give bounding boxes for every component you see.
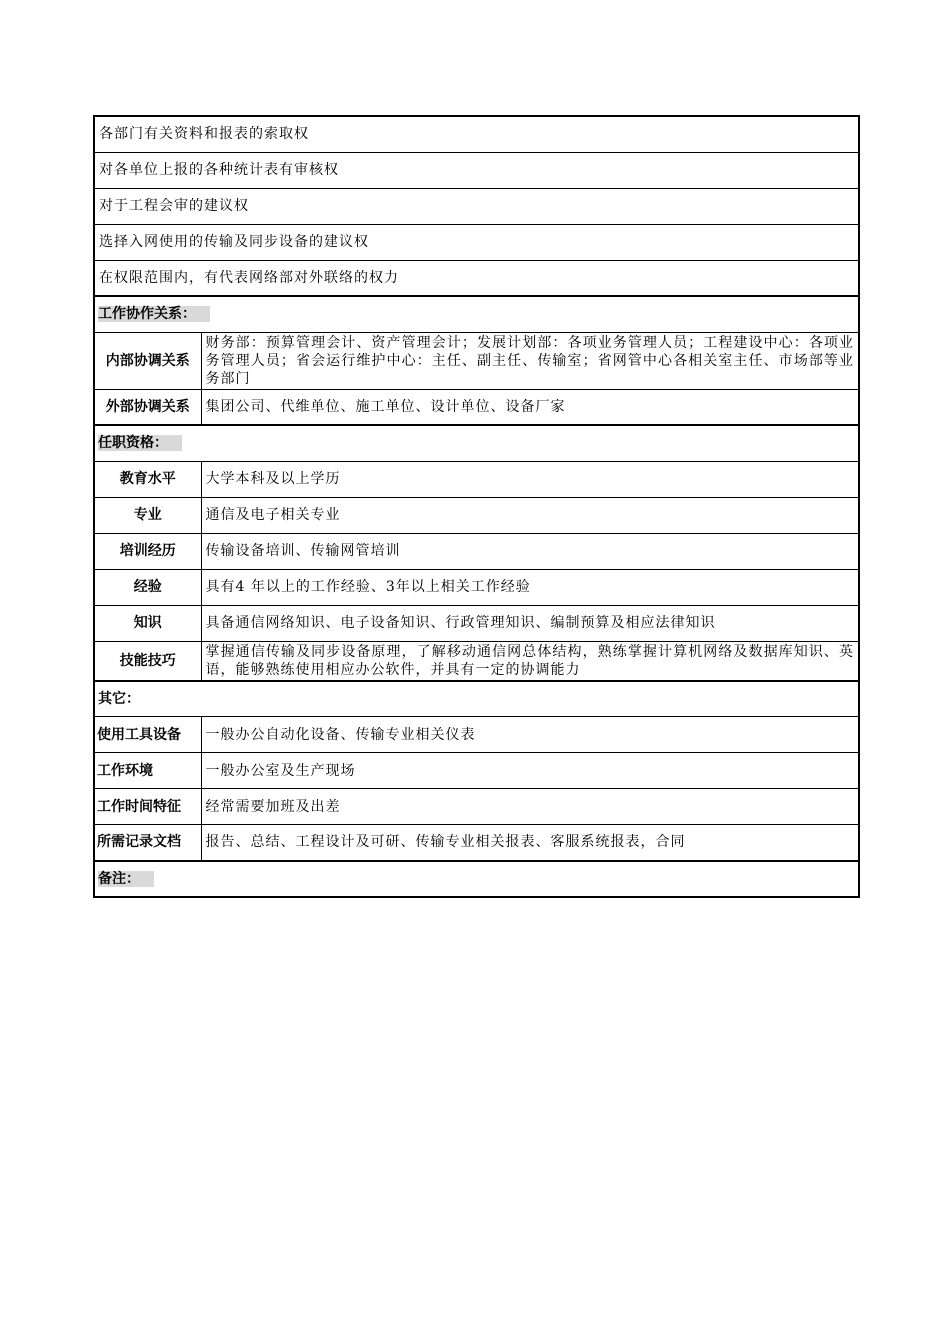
remarks-section-header bbox=[94, 861, 859, 897]
authority-row bbox=[94, 224, 859, 260]
row-value: 传输设备培训、传输网管培训 bbox=[201, 533, 859, 569]
section-heading: 备注： bbox=[98, 871, 154, 887]
row-value: 报告、总结、工程设计及可研、传输专业相关报表、客服系统报表，合同 bbox=[201, 825, 859, 861]
authority-row bbox=[94, 260, 859, 296]
row-value: 集团公司、代维单位、施工单位、设计单位、设备厂家 bbox=[201, 389, 859, 425]
authority-item: 各部门有关资料和报表的索取权 bbox=[94, 116, 859, 152]
qualifications-section-header bbox=[94, 425, 859, 461]
row-label: 技能技巧 bbox=[94, 641, 201, 681]
qualification-row bbox=[94, 605, 859, 641]
row-value: 掌握通信传输及同步设备原理，了解移动通信网总体结构，熟练掌握计算机网络及数据库知识、英语，能够熟练使用相应办公软件，并具有一定的协调能力 bbox=[201, 641, 859, 681]
row-value: 通信及电子相关专业 bbox=[201, 497, 859, 533]
qualification-row bbox=[94, 569, 859, 605]
row-value: 具备通信网络知识、电子设备知识、行政管理知识、编制预算及相应法律知识 bbox=[201, 605, 859, 641]
authority-row bbox=[94, 188, 859, 224]
other-section-header bbox=[94, 681, 859, 717]
job-description-table bbox=[93, 115, 860, 898]
row-label: 工作环境 bbox=[94, 753, 201, 789]
row-label: 专业 bbox=[94, 497, 201, 533]
row-value: 大学本科及以上学历 bbox=[201, 461, 859, 497]
other-row bbox=[94, 753, 859, 789]
external-coordination-row bbox=[94, 389, 859, 425]
authority-item: 在权限范围内，有代表网络部对外联络的权力 bbox=[94, 260, 859, 296]
collaboration-section-header bbox=[94, 296, 859, 332]
authority-item: 对各单位上报的各种统计表有审核权 bbox=[94, 152, 859, 188]
qualification-row bbox=[94, 497, 859, 533]
authority-row bbox=[94, 116, 859, 152]
row-value: 财务部：预算管理会计、资产管理会计；发展计划部：各项业务管理人员；工程建设中心：各项业务管理人员；省会运行维护中心：主任、副主任、传输室；省网管中心各相关室主任、市场部等业务部门 bbox=[201, 332, 859, 389]
row-label: 经验 bbox=[94, 569, 201, 605]
row-value: 一般办公自动化设备、传输专业相关仪表 bbox=[201, 717, 859, 753]
authority-item: 选择入网使用的传输及同步设备的建议权 bbox=[94, 224, 859, 260]
other-row bbox=[94, 789, 859, 825]
section-heading: 其它： bbox=[98, 690, 140, 707]
row-label: 所需记录文档 bbox=[94, 825, 201, 861]
section-heading: 任职资格： bbox=[98, 435, 182, 451]
row-label: 内部协调关系 bbox=[94, 332, 201, 389]
internal-coordination-row bbox=[94, 332, 859, 389]
row-label: 教育水平 bbox=[94, 461, 201, 497]
row-value: 具有4 年以上的工作经验、3年以上相关工作经验 bbox=[201, 569, 859, 605]
row-label: 工作时间特征 bbox=[94, 789, 201, 825]
row-value: 经常需要加班及出差 bbox=[201, 789, 859, 825]
authority-row bbox=[94, 152, 859, 188]
other-row bbox=[94, 717, 859, 753]
authority-item: 对于工程会审的建议权 bbox=[94, 188, 859, 224]
qualification-row bbox=[94, 641, 859, 681]
qualification-row bbox=[94, 533, 859, 569]
section-heading: 工作协作关系： bbox=[98, 306, 210, 322]
row-label: 使用工具设备 bbox=[94, 717, 201, 753]
other-row bbox=[94, 825, 859, 861]
qualification-row bbox=[94, 461, 859, 497]
row-label: 知识 bbox=[94, 605, 201, 641]
row-value: 一般办公室及生产现场 bbox=[201, 753, 859, 789]
row-label: 外部协调关系 bbox=[94, 389, 201, 425]
row-label: 培训经历 bbox=[94, 533, 201, 569]
